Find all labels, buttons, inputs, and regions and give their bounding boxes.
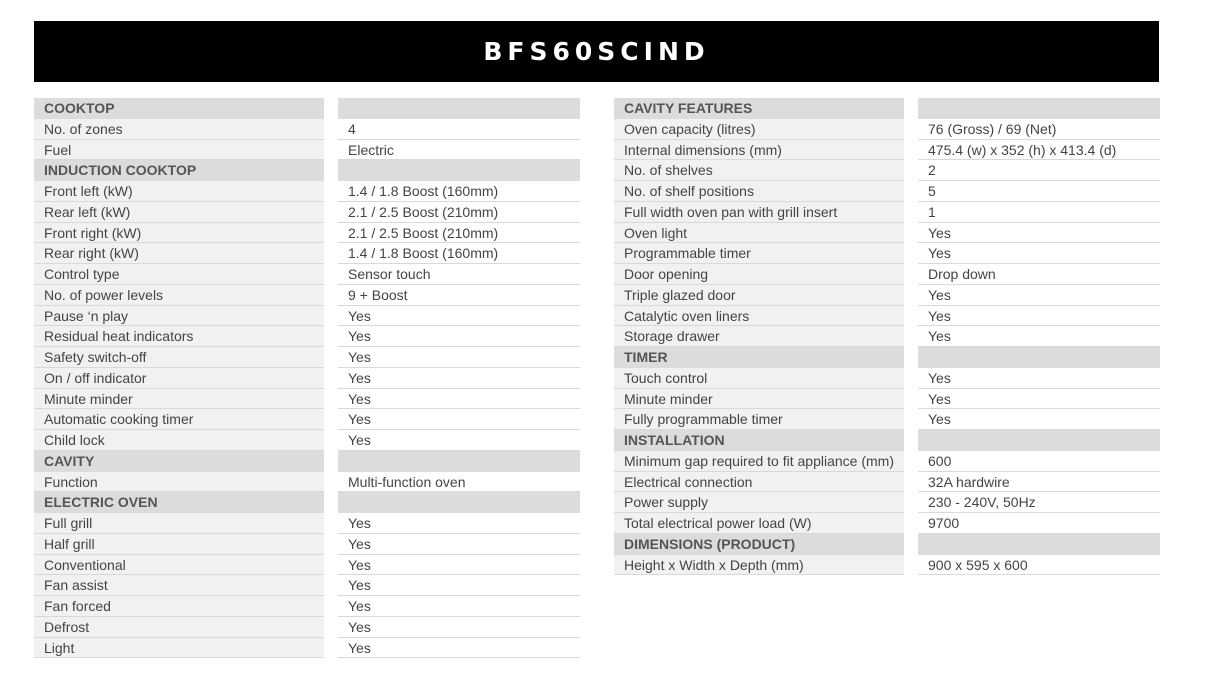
spec-label: Front left (kW) [34, 181, 324, 202]
spec-value: Yes [338, 617, 580, 638]
spec-label: Minimum gap required to fit appliance (mm) [614, 451, 904, 472]
column-gap [904, 368, 918, 389]
spec-row [34, 409, 580, 430]
spec-value: 1.4 / 1.8 Boost (160mm) [338, 243, 580, 264]
section-header-value [338, 98, 580, 119]
spec-label: Catalytic oven liners [614, 306, 904, 327]
column-gap [324, 513, 338, 534]
column-gap [324, 430, 338, 451]
column-gap [324, 306, 338, 327]
spec-row [614, 119, 1160, 140]
spec-row [614, 181, 1160, 202]
spec-value: 900 x 595 x 600 [918, 555, 1160, 576]
column-gap [904, 451, 918, 472]
spec-label: No. of shelves [614, 160, 904, 181]
section-header-value [918, 98, 1160, 119]
column-gap [904, 409, 918, 430]
spec-row [34, 306, 580, 327]
column-gap [904, 534, 918, 555]
spec-label: Half grill [34, 534, 324, 555]
spec-value: 2 [918, 160, 1160, 181]
section-header-row [34, 492, 580, 513]
spec-row [614, 555, 1160, 576]
spec-label: Internal dimensions (mm) [614, 140, 904, 161]
column-gap [324, 98, 338, 119]
spec-value: Yes [338, 368, 580, 389]
spec-value: Drop down [918, 264, 1160, 285]
column-gap [324, 140, 338, 161]
spec-label: Safety switch-off [34, 347, 324, 368]
section-header-label: CAVITY [34, 451, 324, 472]
spec-label: Storage drawer [614, 326, 904, 347]
spec-row [34, 140, 580, 161]
spec-value: Yes [338, 513, 580, 534]
spec-row [34, 575, 580, 596]
spec-value: 5 [918, 181, 1160, 202]
spec-value: 1 [918, 202, 1160, 223]
spec-table-left [34, 98, 580, 658]
spec-value: 600 [918, 451, 1160, 472]
page-title: BFS60SCIND [34, 21, 1159, 82]
spec-row [34, 555, 580, 576]
column-gap [324, 409, 338, 430]
spec-row [34, 389, 580, 410]
column-gap [904, 160, 918, 181]
column-gap [904, 326, 918, 347]
spec-value: Yes [918, 306, 1160, 327]
spec-value: 2.1 / 2.5 Boost (210mm) [338, 202, 580, 223]
column-gap [324, 181, 338, 202]
spec-row [614, 513, 1160, 534]
column-gap [324, 617, 338, 638]
spec-value: 475.4 (w) x 352 (h) x 413.4 (d) [918, 140, 1160, 161]
column-gap [904, 389, 918, 410]
spec-label: Rear left (kW) [34, 202, 324, 223]
column-gap [904, 181, 918, 202]
spec-row [614, 472, 1160, 493]
spec-label: No. of shelf positions [614, 181, 904, 202]
spec-value: 1.4 / 1.8 Boost (160mm) [338, 181, 580, 202]
spec-row [614, 160, 1160, 181]
section-header-row [34, 160, 580, 181]
spec-value: 76 (Gross) / 69 (Net) [918, 119, 1160, 140]
spec-row [34, 472, 580, 493]
column-gap [324, 264, 338, 285]
section-header-row [614, 98, 1160, 119]
spec-row [614, 140, 1160, 161]
column-gap [904, 306, 918, 327]
column-gap [324, 451, 338, 472]
column-gap [904, 202, 918, 223]
spec-row [614, 409, 1160, 430]
section-header-value [918, 534, 1160, 555]
section-header-label: COOKTOP [34, 98, 324, 119]
spec-row [614, 285, 1160, 306]
column-gap [904, 119, 918, 140]
spec-label: Pause ‘n play [34, 306, 324, 327]
spec-value: Yes [338, 638, 580, 659]
section-header-label: TIMER [614, 347, 904, 368]
column-gap [324, 575, 338, 596]
spec-row [614, 451, 1160, 472]
spec-row [34, 596, 580, 617]
section-header-row [34, 98, 580, 119]
spec-label: Minute minder [34, 389, 324, 410]
spec-row [614, 264, 1160, 285]
spec-label: Fully programmable timer [614, 409, 904, 430]
column-gap [904, 140, 918, 161]
spec-value: Yes [338, 596, 580, 617]
spec-value: Yes [918, 368, 1160, 389]
spec-label: Residual heat indicators [34, 326, 324, 347]
spec-label: Fuel [34, 140, 324, 161]
spec-value: Yes [338, 409, 580, 430]
spec-value: Yes [338, 534, 580, 555]
section-header-label: INSTALLATION [614, 430, 904, 451]
spec-value: Yes [918, 326, 1160, 347]
spec-label: Full width oven pan with grill insert [614, 202, 904, 223]
column-gap [904, 555, 918, 576]
spec-row [34, 513, 580, 534]
spec-value: 4 [338, 119, 580, 140]
spec-row [34, 223, 580, 244]
column-gap [324, 596, 338, 617]
spec-value: Yes [338, 306, 580, 327]
spec-label: Full grill [34, 513, 324, 534]
spec-label: Front right (kW) [34, 223, 324, 244]
section-header-value [918, 430, 1160, 451]
spec-label: Function [34, 472, 324, 493]
spec-row [34, 285, 580, 306]
spec-row [614, 326, 1160, 347]
spec-value: 2.1 / 2.5 Boost (210mm) [338, 223, 580, 244]
spec-row [614, 202, 1160, 223]
section-header-value [338, 492, 580, 513]
section-header-label: DIMENSIONS (PRODUCT) [614, 534, 904, 555]
section-header-label: ELECTRIC OVEN [34, 492, 324, 513]
spec-value: 9 + Boost [338, 285, 580, 306]
column-gap [324, 389, 338, 410]
spec-row [34, 617, 580, 638]
spec-row [34, 534, 580, 555]
spec-label: Height x Width x Depth (mm) [614, 555, 904, 576]
spec-value: Yes [338, 555, 580, 576]
spec-label: Oven capacity (litres) [614, 119, 904, 140]
spec-row [614, 243, 1160, 264]
section-header-value [918, 347, 1160, 368]
spec-value: Yes [338, 347, 580, 368]
section-header-row [614, 430, 1160, 451]
spec-value: 230 - 240V, 50Hz [918, 492, 1160, 513]
spec-row [34, 368, 580, 389]
spec-row [34, 638, 580, 659]
section-header-row [34, 451, 580, 472]
spec-value: Yes [918, 285, 1160, 306]
spec-value: Electric [338, 140, 580, 161]
column-gap [324, 326, 338, 347]
column-gap [904, 223, 918, 244]
spec-label: Programmable timer [614, 243, 904, 264]
column-gap [324, 534, 338, 555]
spec-label: Oven light [614, 223, 904, 244]
column-gap [324, 202, 338, 223]
spec-label: Electrical connection [614, 472, 904, 493]
spec-row [614, 223, 1160, 244]
column-gap [324, 119, 338, 140]
spec-row [34, 326, 580, 347]
spec-value: Sensor touch [338, 264, 580, 285]
spec-label: Rear right (kW) [34, 243, 324, 264]
spec-value: Yes [338, 575, 580, 596]
spec-label: Door opening [614, 264, 904, 285]
spec-row [34, 430, 580, 451]
column-gap [904, 285, 918, 306]
column-gap [324, 223, 338, 244]
column-gap [904, 430, 918, 451]
spec-label: Automatic cooking timer [34, 409, 324, 430]
spec-value: 9700 [918, 513, 1160, 534]
column-gap [324, 638, 338, 659]
section-header-label: INDUCTION COOKTOP [34, 160, 324, 181]
spec-row [34, 243, 580, 264]
column-gap [904, 98, 918, 119]
spec-value: Yes [918, 243, 1160, 264]
spec-row [34, 264, 580, 285]
column-gap [324, 368, 338, 389]
column-gap [324, 555, 338, 576]
column-gap [904, 264, 918, 285]
column-gap [324, 285, 338, 306]
spec-label: Power supply [614, 492, 904, 513]
spec-label: Minute minder [614, 389, 904, 410]
spec-row [34, 119, 580, 140]
spec-value: Yes [338, 430, 580, 451]
spec-value: 32A hardwire [918, 472, 1160, 493]
spec-row [614, 306, 1160, 327]
spec-label: Total electrical power load (W) [614, 513, 904, 534]
section-header-value [338, 451, 580, 472]
spec-label: Light [34, 638, 324, 659]
spec-row [614, 492, 1160, 513]
spec-row [34, 347, 580, 368]
spec-value: Yes [338, 389, 580, 410]
section-header-label: CAVITY FEATURES [614, 98, 904, 119]
spec-value: Multi-function oven [338, 472, 580, 493]
spec-label: Fan forced [34, 596, 324, 617]
spec-table-right [614, 98, 1160, 575]
spec-row [614, 389, 1160, 410]
spec-label: No. of power levels [34, 285, 324, 306]
spec-label: Defrost [34, 617, 324, 638]
section-header-row [614, 534, 1160, 555]
spec-label: Triple glazed door [614, 285, 904, 306]
spec-label: Touch control [614, 368, 904, 389]
column-gap [904, 513, 918, 534]
spec-value: Yes [918, 409, 1160, 430]
spec-row [34, 202, 580, 223]
spec-value: Yes [918, 223, 1160, 244]
column-gap [904, 472, 918, 493]
spec-label: Fan assist [34, 575, 324, 596]
spec-label: On / off indicator [34, 368, 324, 389]
column-gap [324, 472, 338, 493]
column-gap [904, 492, 918, 513]
spec-value: Yes [918, 389, 1160, 410]
spec-row [614, 368, 1160, 389]
spec-label: Conventional [34, 555, 324, 576]
section-header-row [614, 347, 1160, 368]
column-gap [324, 243, 338, 264]
column-gap [904, 347, 918, 368]
column-gap [324, 347, 338, 368]
spec-label: No. of zones [34, 119, 324, 140]
column-gap [324, 160, 338, 181]
spec-row [34, 181, 580, 202]
spec-label: Child lock [34, 430, 324, 451]
spec-label: Control type [34, 264, 324, 285]
section-header-value [338, 160, 580, 181]
column-gap [904, 243, 918, 264]
spec-value: Yes [338, 326, 580, 347]
column-gap [324, 492, 338, 513]
